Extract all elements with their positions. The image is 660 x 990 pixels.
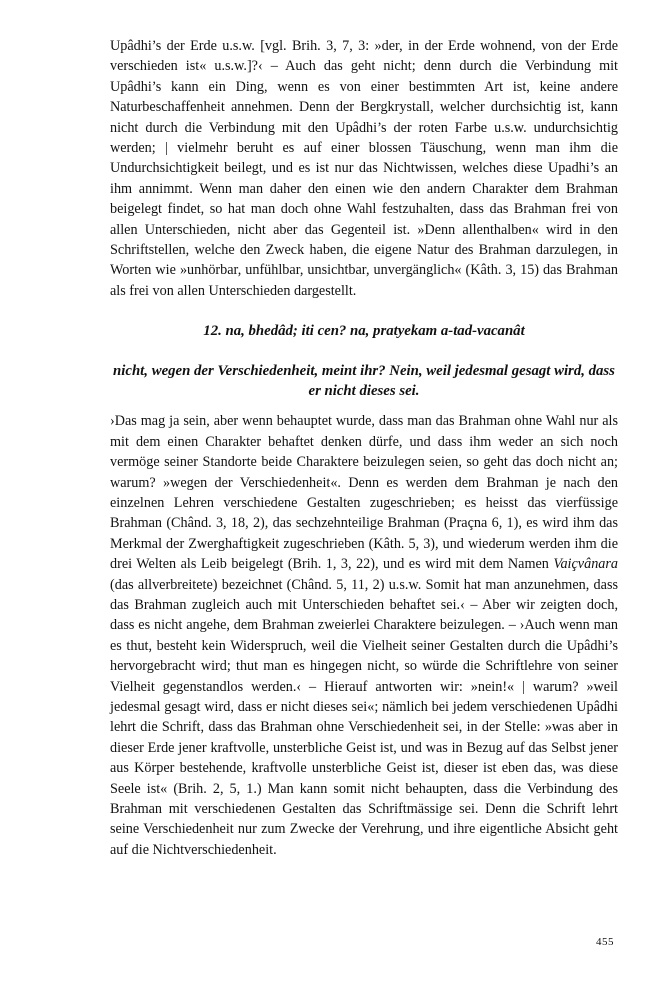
paragraph-2 xyxy=(110,411,618,860)
paragraph-2-text-b: (das allverbreitete) bezeichnet (Chând. 5, 11, 2) u.s.w. Somit hat man anzunehmen, dass das Brahman zugleich auch mit Unterschieden behaftet sei.‹ – Aber wir zeigten doch, dass es nicht angehe, dem Brahman zweierlei Charaktere beizulegen. – ›Auch wenn man es thut, besteht kein Widerspruch, weil die Vielheit seiner Gestalten durch die Upâdhi’s hervorgebracht wird; thut man es hingegen nicht, so würde die Schriftlehre von seiner Vielheit gegenstandlos werden.‹ – Hierauf antworten wir: »nein!« | warum? »weil jedesmal gesagt wird, dass er nicht dieses sei«; nämlich bei jedem verschiedenen Upâdhi lehrt die Schrift, dass das Brahman ohne Verschiedenheit sei, in der Stelle: »was aber in dieser Erde jener kraftvolle, unsterbliche Geist ist, und was in Bezug auf das Selbst jener aus Körper bestehende, kraftvolle unsterbliche Geist ist, dieser ist eben das, was diese Seele ist« (Brih. 2, 5, 1.) Man kann somit nicht behaupten, dass die Verbindung des Brahman mit verschiedenen Gestalten das Schriftmässige sei. Denn die Schrift lehrt seine Verschiedenheit nur zum Zwecke der Verehrung, und ihre eigentliche Absicht geht auf die Nichtverschiedenheit. xyxy=(110,576,618,858)
paragraph-2-text-a: ›Das mag ja sein, aber wenn behauptet wurde, dass man das Brahman ohne Wahl nur als mit dem einen Charakter behaftet denken dürfe, und dass ihm weder an sich noch vermöge seiner Standorte beide Charaktere beizulegen seien, so geht das doch nicht an; warum? »wegen der Verschiedenheit«. Denn es werden dem Brahman je nach den einzelnen Lehren verschiedene Gestalten zugeschrieben; es heisst das vierfüssige Brahman (Chând. 3, 18, 2), das sechzehnteilige Brahman (Praçna 6, 1), es wird ihm das Merkmal der Zwerghaftigkeit zugeschrieben (Kâth. 5, 3), und wiederum werden ihm die drei Welten als Leib beigelegt (Brih. 1, 3, 22), und es wird mit dem Namen xyxy=(110,413,618,573)
paragraph-2-italic-term: Vaiçvânara xyxy=(553,556,618,573)
translation-heading: nicht, wegen der Verschiedenheit, meint ihr? Nein, weil jedesmal gesagt wird, dass er nicht dieses sei. xyxy=(113,363,615,400)
paragraph-1: Upâdhi’s der Erde u.s.w. [vgl. Brih. 3, 7, 3: »der, in der Erde wohnend, von der Erde verschieden ist« u.s.w.]?‹ – Auch das geht nicht; denn durch die Verbindung mit Upâdhi’s kann ein Ding, wenn es von einer bestimmten Art ist, keine andere Naturbeschaffenheit annehmen. Denn der Bergkrystall, welcher durchsichtig ist, kann nicht durch die Verbindung mit den Upâdhi’s der roten Farbe u.s.w. undurchsichtig werden; | vielmehr beruht es auf einer blossen Täuschung, wenn man ihm die Undurchsichtigkeit beilegt, und es ist nur das Nichtwissen, welches diese Upadhi’s an ihm annimmt. Wenn man daher den einen wie den andern Charakter dem Brahman beigelegt findet, so hat man doch ohne Wahl festzuhalten, dass das Brahman frei von allen Unterschieden, nicht aber das Gegenteil ist. »Denn allenthalben« wird in den Schriftstellen, welche den Zweck haben, die eigene Natur des Brahman darzulegen, in Worten wie »unhörbar, unfühlbar, unsichtbar, unvergänglich« (Kâth. 3, 15) das Brahman als frei von allen Unterschieden dargestellt. xyxy=(110,38,618,299)
page-number: 455 xyxy=(596,936,614,948)
sutra-heading: 12. na, bhedâd; iti cen? na, pratyekam a-tad-vacanât xyxy=(203,323,525,340)
page-content xyxy=(110,36,618,860)
